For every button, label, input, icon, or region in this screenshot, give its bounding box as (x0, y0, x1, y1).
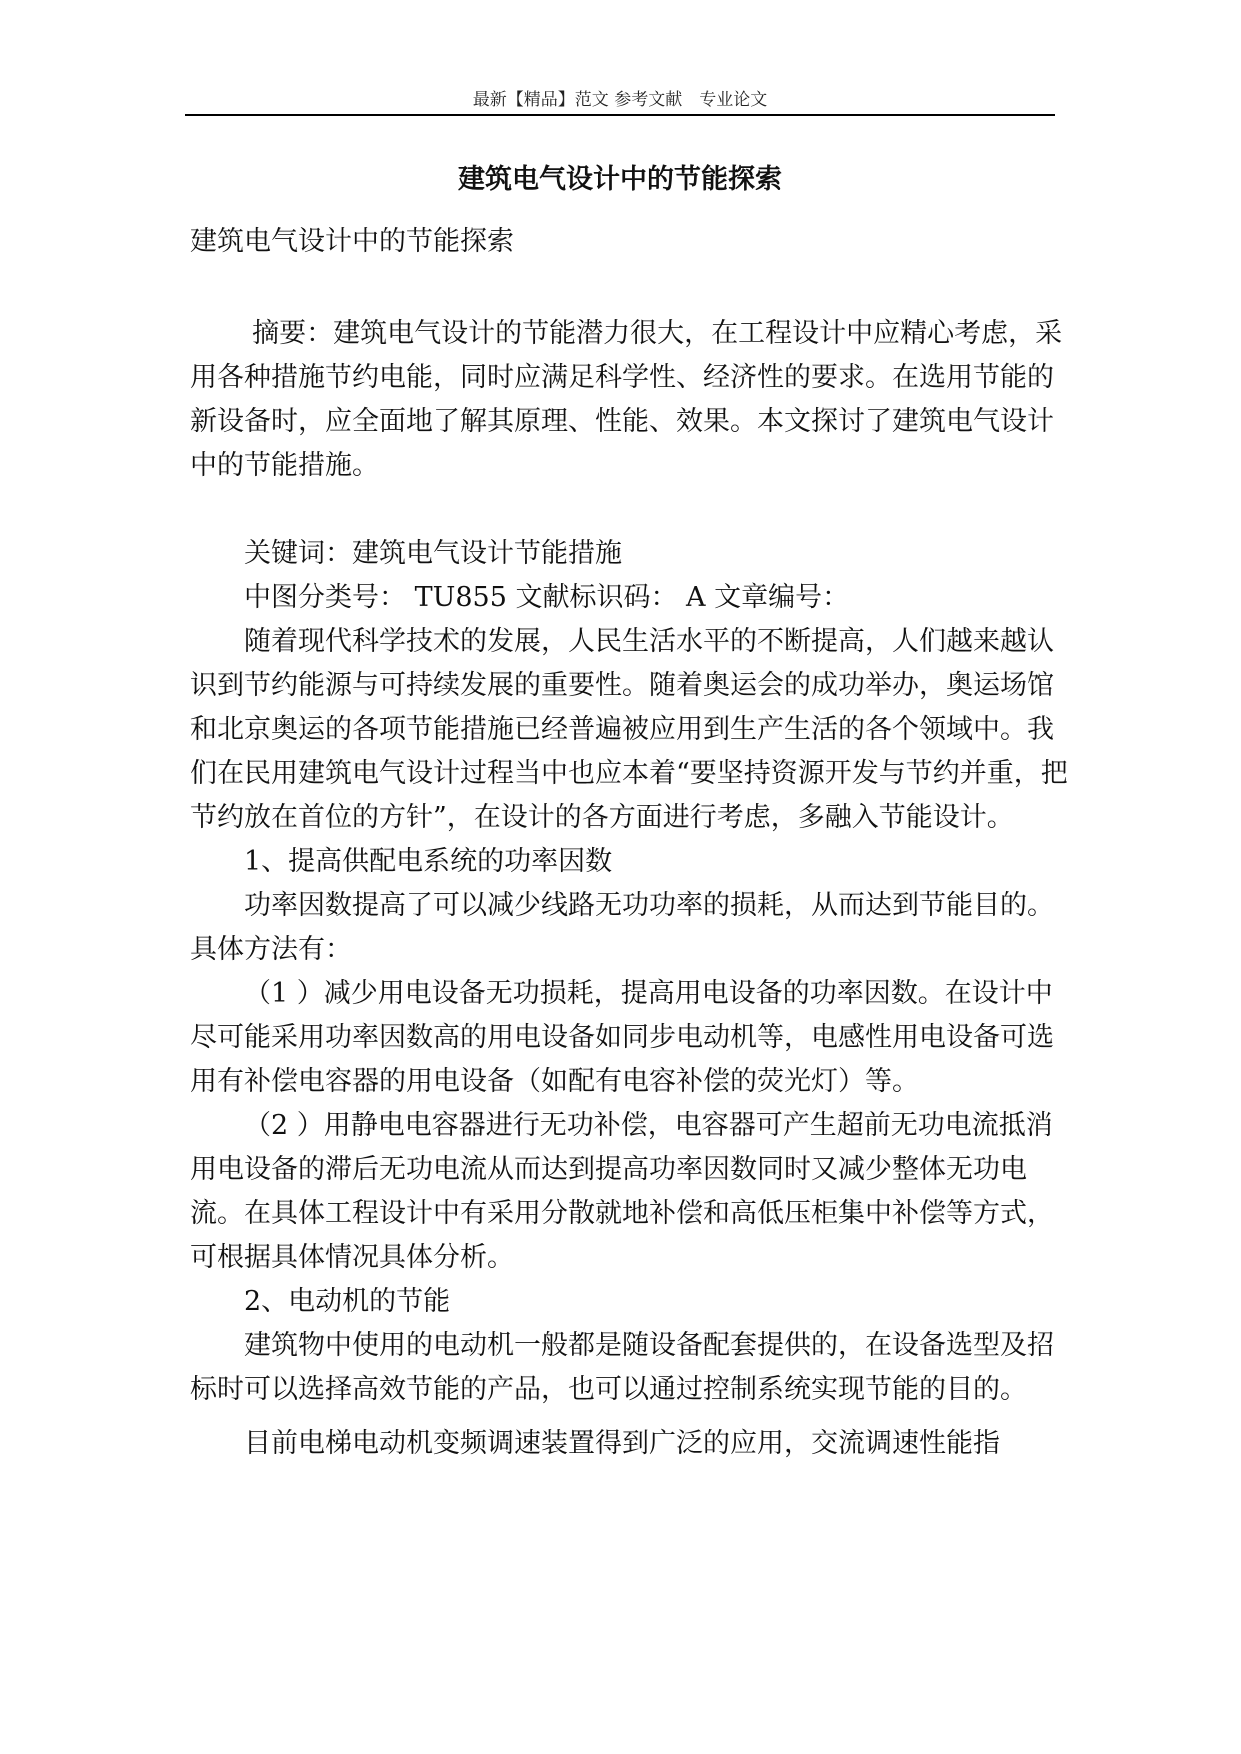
header-divider (185, 114, 1055, 116)
list-item-1: （1 ）减少用电设备无功损耗，提高用电设备的功率因数。在设计中尽可能采用功率因数高的用电设备如同步电动机等，电感性用电设备可选用有补偿电容器的用电设备（如配有电容补偿的荧光灯）等。 (190, 978, 1054, 1097)
body-paragraph-motor: 建筑物中使用的电动机一般都是随设备配套提供的，在设备选型及招标时可以选择高效节能的产品，也可以通过控制系统实现节能的目的。 (190, 1330, 1054, 1405)
body-paragraph-elevator: 目前电梯电动机变频调速装置得到广泛的应用，交流调速性能指 (244, 1428, 1000, 1459)
abstract-paragraph: 摘要：建筑电气设计的节能潜力很大，在工程设计中应精心考虑，采用各种措施节约电能，同时应满足科学性、经济性的要求。在选用节能的新设备时，应全面地了解其原理、性能、效果。本文探讨了建筑电气设计中的节能措施。 (190, 318, 1063, 481)
keywords-line: 关键词：建筑电气设计节能措施 (244, 538, 622, 569)
section-heading-power-factor: 1、提高供配电系统的功率因数 (244, 846, 613, 877)
document-title: 建筑电气设计中的节能探索 (458, 164, 782, 195)
blank-line (190, 488, 1070, 532)
list-item-2: （2 ）用静电电容器进行无功补偿，电容器可产生超前无功电流抵消用电设备的滞后无功电流从而达到提高功率因数同时又减少整体无功电流。在具体工程设计中有采用分散就地补偿和高低压柜集中补偿等方式，可根据具体情况具体分析。 (190, 1110, 1054, 1273)
blank-line (190, 1412, 1070, 1422)
page-header: 最新【精品】范文 参考文献 专业论文 (472, 90, 768, 110)
document-subtitle: 建筑电气设计中的节能探索 (190, 226, 514, 257)
body-paragraph-intro: 随着现代科学技术的发展，人民生活水平的不断提高，人们越来越认识到节约能源与可持续发展的重要性。随着奥运会的成功举办，奥运场馆和北京奥运的各项节能措施已经普遍被应用到生产生活的各个领域中。我们在民用建筑电气设计过程当中也应本着“要坚持资源开发与节约并重，把节约放在首位的方针”，在设计的各方面进行考虑，多融入节能设计。 (190, 626, 1068, 833)
classification-line: 中图分类号： TU855 文献标识码： A 文章编号： (244, 582, 850, 613)
section-heading-motor: 2、电动机的节能 (244, 1286, 451, 1317)
body-paragraph-power-factor: 功率因数提高了可以减少线路无功功率的损耗，从而达到节能目的。具体方法有： (190, 890, 1054, 965)
document-body (190, 312, 1070, 1466)
